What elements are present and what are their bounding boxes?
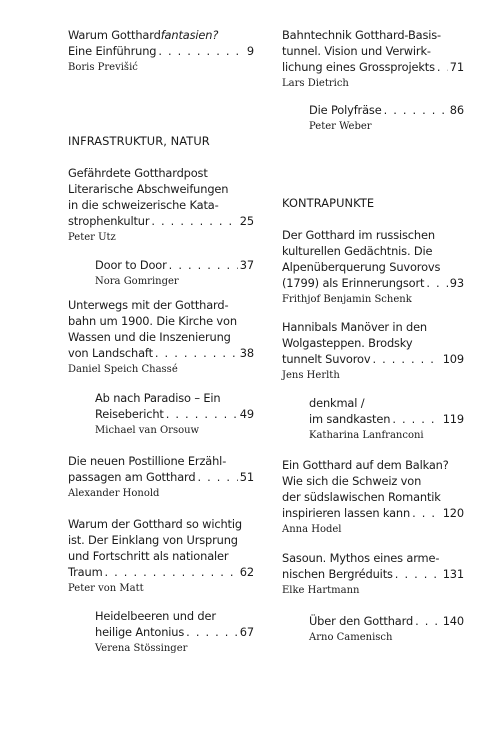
entry-author: Lars Dietrich (282, 78, 349, 89)
entry-author: Jens Herlth (282, 370, 340, 381)
title-line: Eine Einführung (68, 44, 157, 58)
dot-leader (105, 564, 238, 580)
toc-entry[interactable] (68, 297, 254, 377)
toc-entry[interactable] (68, 27, 254, 75)
toc-entry[interactable] (68, 165, 254, 245)
entry-title (68, 165, 254, 229)
entry-title (95, 390, 254, 422)
toc-entry[interactable] (95, 608, 254, 656)
title-line: von Landschaft (68, 346, 153, 360)
toc-entry[interactable] (282, 227, 464, 307)
toc-entry[interactable] (282, 457, 464, 537)
title-line: tunnel. Vision und Verwirk- (282, 44, 431, 58)
page-number: 49 (239, 407, 254, 421)
title-line: Bahntechnik Gotthard-Basis- (282, 28, 442, 42)
dot-leader (384, 102, 448, 118)
title-line: tunnelt Suvorov (282, 352, 371, 366)
toc-entry[interactable] (95, 257, 254, 289)
page-number: 25 (239, 214, 254, 228)
page-number: 67 (239, 625, 254, 639)
toc-entry[interactable] (309, 395, 464, 443)
title-line: Unterwegs mit der Gotthard- (68, 298, 229, 312)
entry-author: Boris Previšić (68, 62, 138, 73)
title-line: passagen am Gotthard (68, 470, 196, 484)
entry-author: Arno Camenisch (309, 632, 393, 643)
title-line: lichung eines Grossprojekts (282, 60, 435, 74)
entry-title (68, 297, 254, 361)
section-heading: KONTRAPUNKTE (282, 196, 375, 210)
title-line: der südslawischen Romantik (282, 490, 441, 504)
entry-author: Frithjof Benjamin Schenk (282, 294, 412, 305)
page-number: 93 (449, 276, 464, 290)
entry-title (68, 27, 254, 59)
dot-leader (372, 351, 440, 367)
title-line: im sandkasten (309, 412, 391, 426)
dot-leader (197, 469, 237, 485)
title-line: bahn um 1900. Die Kirche von (68, 314, 237, 328)
toc-entry[interactable] (95, 390, 254, 438)
title-line: strophenkultur (68, 214, 150, 228)
entry-title (282, 227, 464, 291)
title-line: (1799) als Erinnerungsort (282, 276, 425, 290)
toc-entry[interactable] (282, 27, 464, 91)
entry-author: Verena Stössinger (95, 643, 188, 654)
title-line: Warum der Gotthard so wichtig (68, 517, 242, 531)
title-line: Reisebericht (95, 407, 164, 421)
entry-author: Daniel Speich Chassé (68, 364, 178, 375)
entry-title (95, 257, 254, 273)
entry-title (95, 608, 254, 640)
dot-leader (437, 59, 448, 75)
toc-entry[interactable] (68, 516, 254, 596)
section-heading: INFRASTRUKTUR, NATUR (68, 134, 210, 148)
title-line: Warum Gotthard (68, 28, 161, 42)
title-line: in die schweizerische Kata- (68, 198, 219, 212)
title-line: kulturellen Gedächtnis. Die (282, 244, 433, 258)
entry-title (309, 102, 464, 118)
dot-leader (412, 505, 441, 521)
title-line: Ein Gotthard auf dem Balkan? (282, 458, 449, 472)
dot-leader (169, 257, 238, 273)
dot-leader (392, 411, 440, 427)
entry-title (309, 613, 464, 629)
title-line: Die Polyfräse (309, 103, 382, 117)
dot-leader (155, 345, 238, 361)
page-number: 62 (239, 565, 254, 579)
entry-author: Peter Weber (309, 121, 372, 132)
title-line: Door to Door (95, 258, 167, 272)
title-line: Gefährdete Gotthardpost (68, 166, 208, 180)
title-line: Sasoun. Mythos eines arme- (282, 551, 440, 565)
dot-leader (186, 624, 238, 640)
entry-author: Alexander Honold (68, 488, 160, 499)
title-italic: fantasien? (160, 28, 219, 42)
title-line: Alpenüberquerung Suvorovs (282, 260, 441, 274)
entry-title (68, 453, 254, 485)
entry-author: Katharina Lanfranconi (309, 430, 424, 441)
title-line: Wassen und die Inszenierung (68, 330, 231, 344)
title-line: denkmal / (309, 396, 365, 410)
title-line: und Fortschritt als nationaler (68, 549, 229, 563)
title-line: Der Gotthard im russischen (282, 228, 435, 242)
title-line: inspirieren lassen kann (282, 506, 411, 520)
title-line: Die neuen Postillione Erzähl- (68, 454, 227, 468)
entry-title (282, 457, 464, 521)
entry-author: Elke Hartmann (282, 585, 360, 596)
entry-title (282, 550, 464, 582)
title-line: Literarische Abschweifungen (68, 182, 229, 196)
title-line: Heidelbeeren und der (95, 609, 216, 623)
dot-leader (415, 613, 441, 629)
toc-entry[interactable] (282, 550, 464, 598)
entry-title (282, 27, 464, 75)
page-number: 51 (239, 470, 254, 484)
entry-author: Peter Utz (68, 232, 116, 243)
entry-title (309, 395, 464, 427)
dot-leader (166, 406, 238, 422)
page-number: 86 (449, 103, 464, 117)
dot-leader (395, 566, 441, 582)
toc-entry[interactable] (282, 319, 464, 383)
page-number: 71 (449, 60, 464, 74)
entry-title (68, 516, 254, 580)
entry-title (282, 319, 464, 367)
page-number: 9 (246, 44, 254, 58)
title-line: Über den Gotthard (309, 614, 414, 628)
dot-leader (158, 43, 245, 59)
page-number: 38 (239, 346, 254, 360)
title-line: Wolgasteppen. Brodsky (282, 336, 413, 350)
title-line: Hannibals Manöver in den (282, 320, 427, 334)
entry-author: Peter von Matt (68, 583, 144, 594)
dot-leader (426, 275, 447, 291)
title-line: Wie sich die Schweiz von (282, 474, 422, 488)
page-number: 119 (442, 412, 464, 426)
toc-entry[interactable] (309, 102, 464, 134)
title-line: ist. Der Einklang von Ursprung (68, 533, 238, 547)
page-number: 120 (442, 506, 464, 520)
page-number: 140 (442, 614, 464, 628)
entry-author: Michael van Orsouw (95, 425, 200, 436)
title-line: nischen Bergréduits (282, 567, 393, 581)
title-line: heilige Antonius (95, 625, 185, 639)
toc-entry[interactable] (68, 453, 254, 501)
title-line: Ab nach Paradiso – Ein (95, 391, 221, 405)
entry-author: Anna Hodel (282, 524, 342, 535)
page-number: 37 (239, 258, 254, 272)
page-number: 109 (442, 352, 464, 366)
toc-entry[interactable] (309, 613, 464, 645)
page-number: 131 (442, 567, 464, 581)
title-line: Traum (68, 565, 103, 579)
entry-author: Nora Gomringer (95, 276, 179, 287)
dot-leader (151, 213, 237, 229)
